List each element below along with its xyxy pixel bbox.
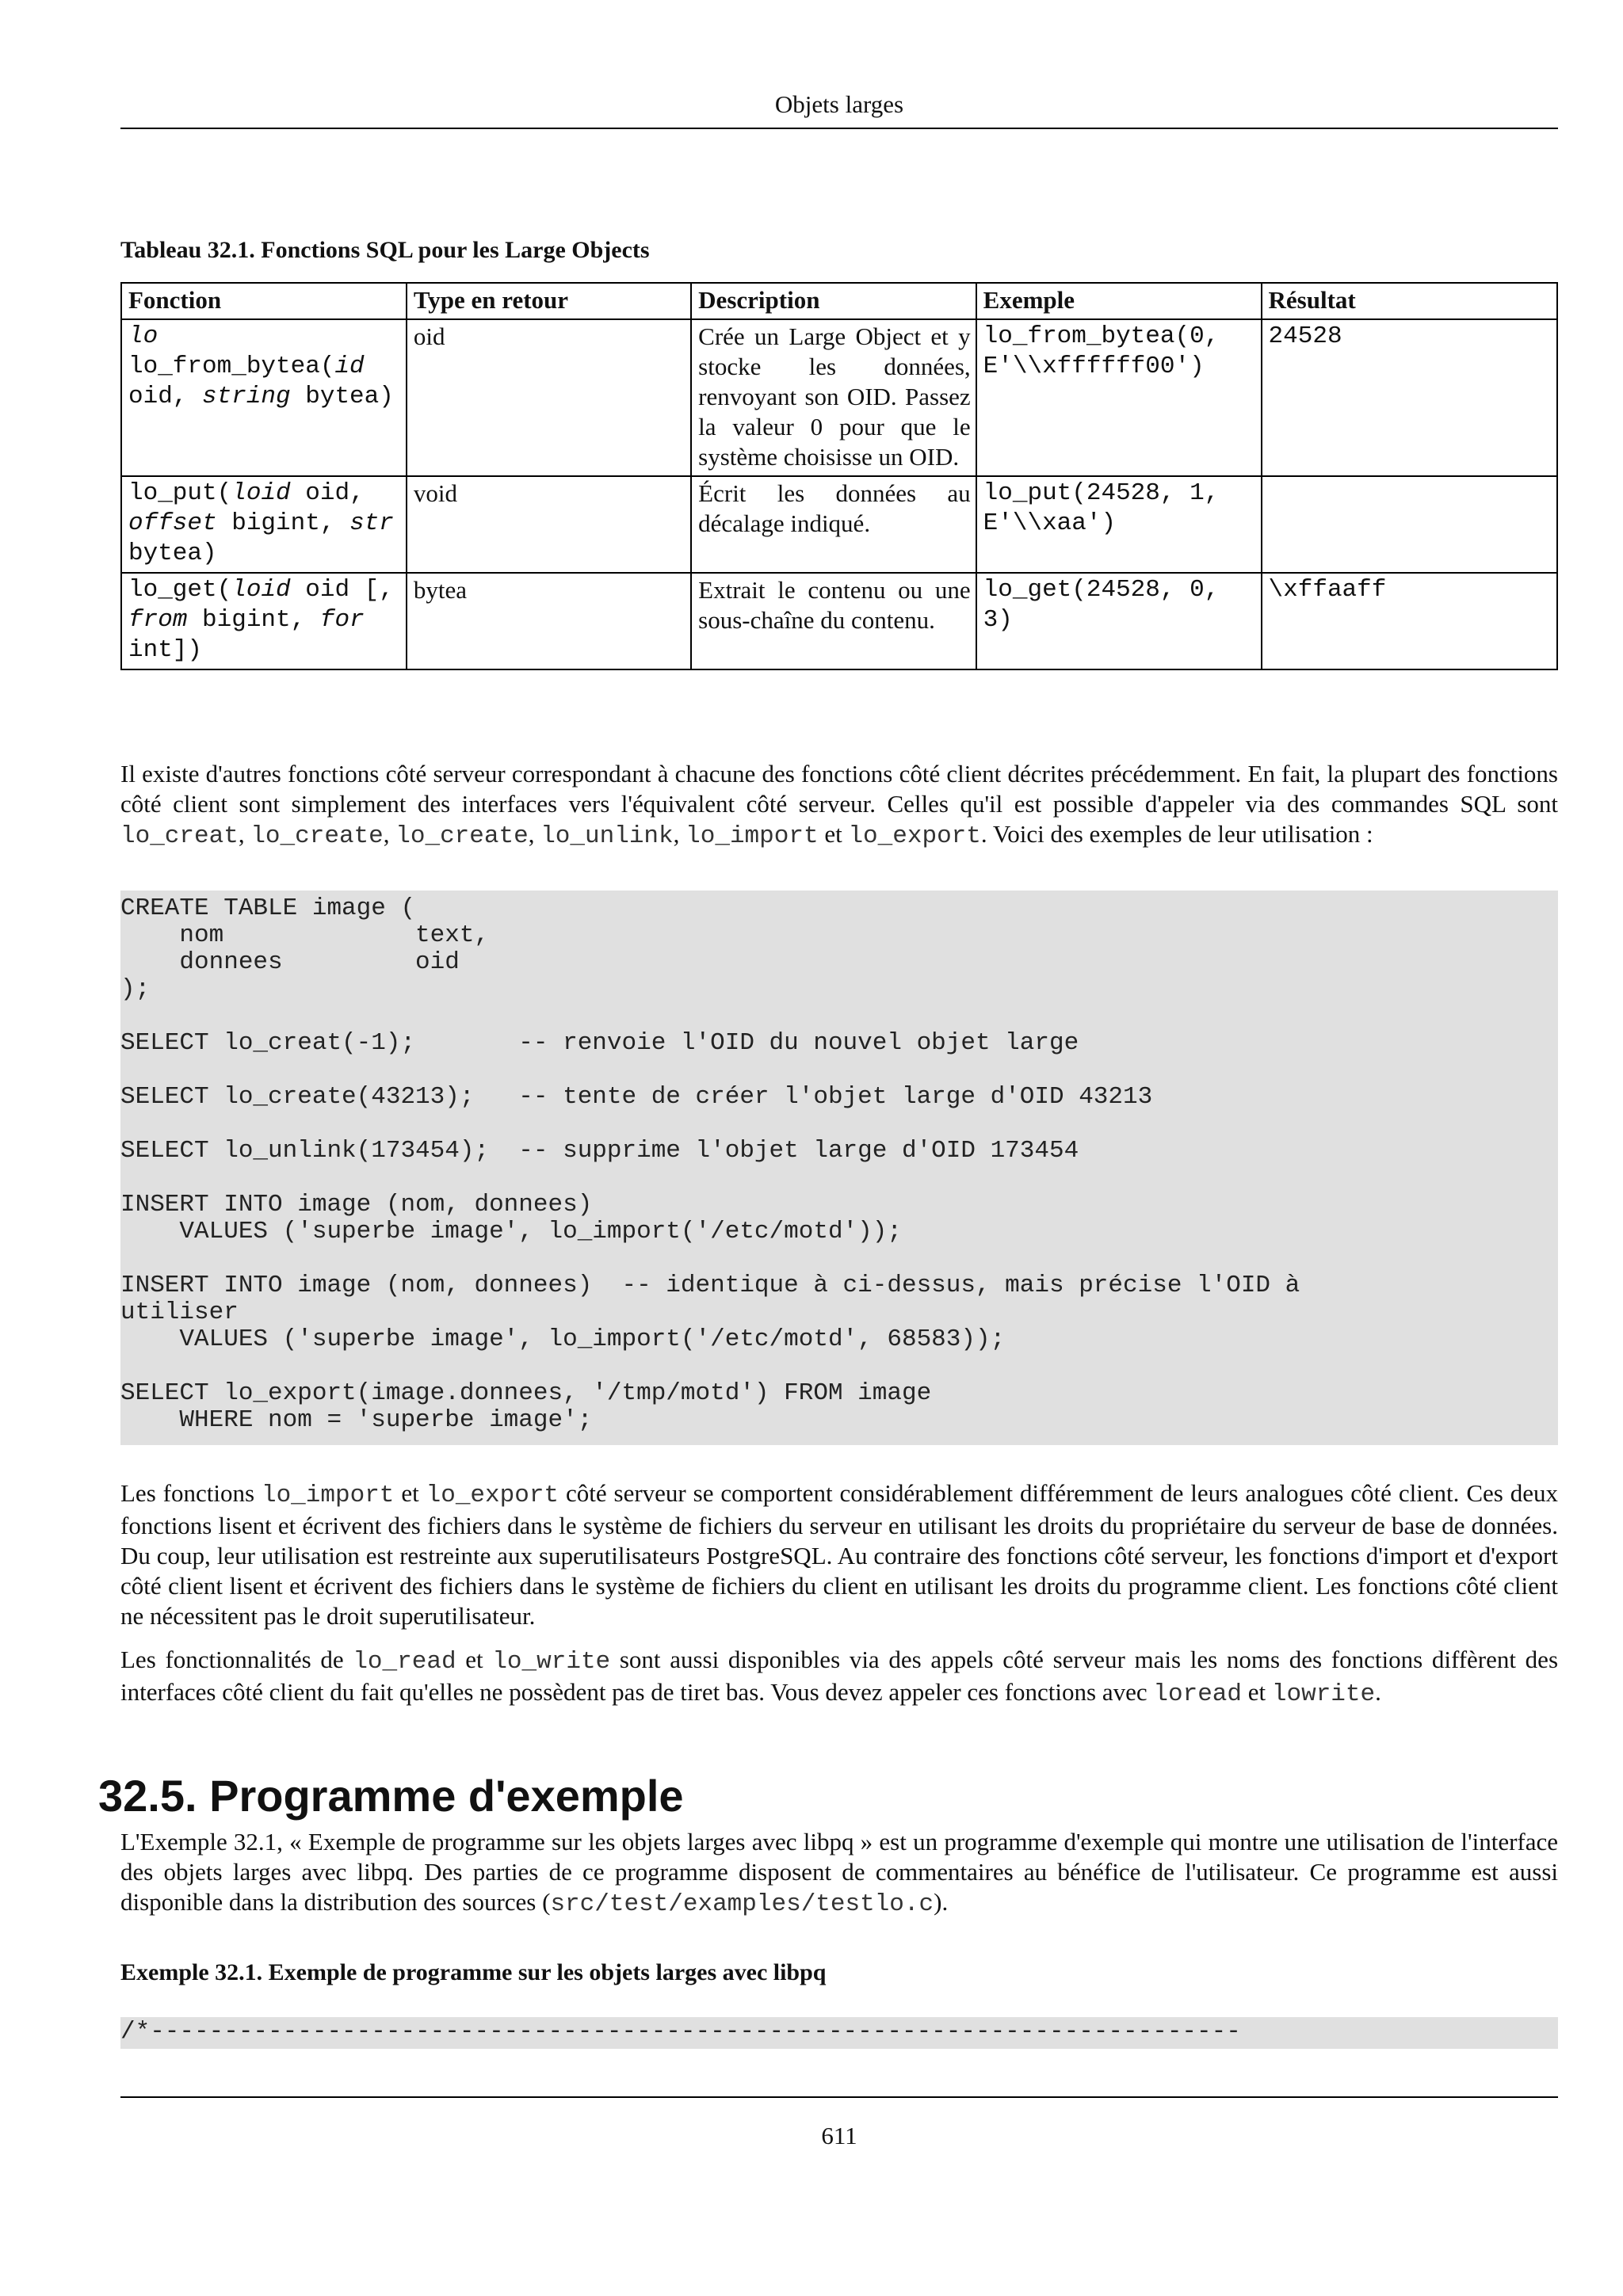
table-row: [121, 476, 1557, 573]
table-row: [121, 573, 1557, 669]
header-rule: [120, 128, 1558, 129]
table-row: [121, 319, 1557, 476]
description-cell: Écrit les données au décalage indiqué.: [691, 476, 976, 573]
result-cell: [1262, 476, 1557, 573]
return-type-cell: oid: [407, 319, 691, 476]
column-header: Résultat: [1262, 283, 1557, 319]
paragraph-example-intro: L'Exemple 32.1, « Exemple de programme sur les objets larges avec libpq » est un programme d'exemple qui montre une utilisation de l'interface des objets larges avec libpq. Des parties de ce programme disposent de commentaires au bénéfice de l'utilisateur. Ce programme est aussi disponible dans la distribution des sources (src/test/examples/testlo.c).: [120, 1828, 1558, 1918]
page-number: 611: [821, 2122, 857, 2149]
paragraph-read-write: Les fonctionnalités de lo_read et lo_write sont aussi disponibles via des appels côté serveur mais les noms des fonctions diffèrent des interfaces côté client du fait qu'elles ne possèdent pas de tiret bas. Vous devez appeler ces fonctions avec loread et lowrite.: [120, 1646, 1559, 1708]
return-type-cell: void: [407, 476, 691, 573]
paragraph-import-export: Les fonctions lo_import et lo_export côté serveur se comportent considérablement différemment de leurs analogues côté client. Ces deux fonctions lisent et écrivent des fichiers dans le système de fichiers du serveur en utilisant les droits du propriétaire du serveur de base de données. Du coup, leur utilisation est restreinte aux superutilisateurs PostgreSQL. Au contraire des fonctions côté serveur, les fonctions d'import et d'export côté client lisent et écrivent des fichiers dans le système de fichiers du client en utilisant les droits du programme client. Les fonctions côté client ne nécessitent pas le droit superutilisateur.: [120, 1479, 1559, 1630]
example-caption: Exemple 32.1. Exemple de programme sur les objets larges avec libpq: [120, 1959, 827, 1985]
section-heading: 32.5. Programme d'exemple: [98, 1771, 684, 1821]
result-cell: \xffaaff: [1262, 573, 1557, 669]
function-cell: lo lo_from_bytea(id oid, string bytea): [121, 319, 407, 476]
example-cell: lo_get(24528, 0, 3): [976, 573, 1262, 669]
function-cell: lo_put(loid oid, offset bigint, str bytea): [121, 476, 407, 573]
paragraph-server-functions: Il existe d'autres fonctions côté serveur correspondant à chacune des fonctions côté client décrites précédemment. En fait, la plupart des fonctions côté client sont simplement des interfaces vers l'équivalent côté serveur. Celles qu'il est possible d'appeler via des commandes SQL sont lo_creat, lo_create, lo_create, lo_unlink, lo_import et lo_export. Voici des exemples de leur utilisation :: [120, 760, 1558, 850]
code-block-sql: CREATE TABLE image ( nom text, donnees oid ); SELECT lo_creat(-1); -- renvoie l'OID du nouvel objet large SELECT lo_create(43213); -- tente de créer l'objet large d'OID 43213 SELECT lo_unlink(173454); -- supprime l'objet large d'OID 173454 INSERT INTO image (nom, donnees) VALUES ('superbe image', lo_import('/etc/motd')); INSERT INTO image (nom, donnees) -- identique à ci-dessus, mais précise l'OID à utiliser VALUES ('superbe image', lo_import('/etc/motd', 68583)); SELECT lo_export(image.donnees, '/tmp/motd') FROM image WHERE nom = 'superbe image';: [120, 891, 1558, 1445]
column-header: Description: [691, 283, 976, 319]
function-cell: lo_get(loid oid [, from bigint, for int]): [121, 573, 407, 669]
column-header: Exemple: [976, 283, 1262, 319]
running-header: Objets larges: [774, 90, 904, 118]
table-caption: Tableau 32.1. Fonctions SQL pour les Large Objects: [120, 237, 650, 263]
result-cell: 24528: [1262, 319, 1557, 476]
functions-table: [120, 282, 1558, 670]
column-header: Fonction: [121, 283, 407, 319]
column-header: Type en retour: [407, 283, 691, 319]
description-cell: Crée un Large Object et y stocke les données, renvoyant son OID. Passez la valeur 0 pour que le système choisisse un OID.: [691, 319, 976, 476]
code-block-c: /*--------------------------------------------------------------------------: [120, 2017, 1558, 2049]
example-cell: lo_put(24528, 1, E'\\xaa'): [976, 476, 1262, 573]
description-cell: Extrait le contenu ou une sous-chaîne du contenu.: [691, 573, 976, 669]
table-header-row: [121, 283, 1557, 319]
return-type-cell: bytea: [407, 573, 691, 669]
example-cell: lo_from_bytea(0, E'\\xffffff00'): [976, 319, 1262, 476]
footer-rule: [120, 2096, 1558, 2098]
